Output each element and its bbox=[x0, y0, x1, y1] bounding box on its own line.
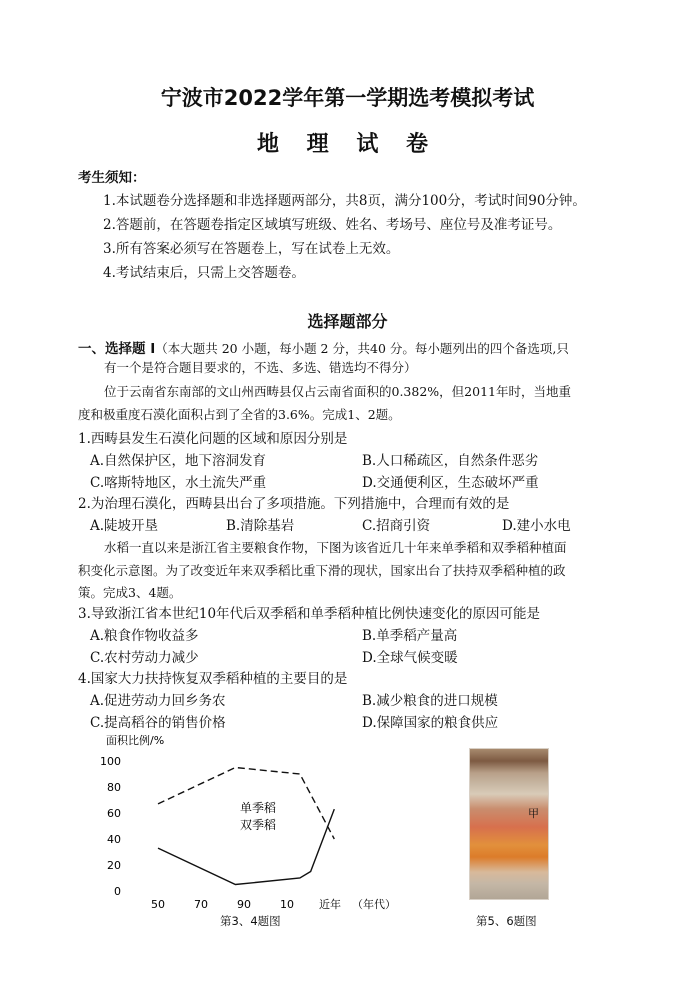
q4-option-c: C.提高稻谷的销售价格 bbox=[90, 715, 226, 731]
y-tick-label: 0 bbox=[114, 885, 121, 898]
exam-title: 宁波市2022学年第一学期选考模拟考试 bbox=[160, 86, 535, 110]
part-desc-1: （本大题共 20 小题，每小题 2 分，共40 分。每小题列出的四个备选项,只 bbox=[155, 341, 569, 356]
q4-option-b: B.减少粮食的进口规模 bbox=[362, 693, 498, 709]
x-tick-label: 70 bbox=[194, 898, 208, 911]
chart-x-label: （年代） bbox=[352, 898, 396, 911]
q2-option-b: B.清除基岩 bbox=[226, 518, 295, 534]
legend-double-season: 双季稻 bbox=[240, 818, 277, 832]
q4-stem: 4.国家大力扶持恢复双季稻种植的主要目的是 bbox=[78, 671, 348, 687]
passage1-line1: 位于云南省东南部的文山州西畴县仅占云南省面积的0.382%，但2011年时，当地重 bbox=[104, 384, 571, 399]
q4-option-d: D.保障国家的粮食供应 bbox=[362, 715, 499, 731]
q3-option-a: A.粮食作物收益多 bbox=[90, 628, 199, 644]
notice-item-3: 3.所有答案必须写在答题卷上，写在试卷上无效。 bbox=[103, 241, 400, 257]
q3-stem: 3.导致浙江省本世纪10年代后双季稻和单季稻种植比例快速变化的原因可能是 bbox=[78, 606, 541, 622]
passage1-line2: 度和极重度石漠化面积占到了全省的3.6%。完成1、2题。 bbox=[78, 407, 401, 422]
photo-caption: 第5、6题图 bbox=[476, 914, 537, 928]
q3-option-b: B.单季稻产量高 bbox=[362, 628, 458, 644]
notice-item-4: 4.考试结束后，只需上交答题卷。 bbox=[103, 265, 305, 281]
y-tick-label: 60 bbox=[107, 807, 121, 820]
q1-option-b: B.人口稀疏区，自然条件恶劣 bbox=[362, 453, 539, 469]
q1-option-a: A.自然保护区，地下溶洞发育 bbox=[90, 453, 267, 469]
y-tick-label: 80 bbox=[107, 781, 121, 794]
q1-stem: 1.西畴县发生石漠化问题的区域和原因分别是 bbox=[78, 431, 348, 447]
q1-option-c: C.喀斯特地区，水土流失严重 bbox=[90, 475, 267, 491]
notice-heading: 考生须知： bbox=[78, 170, 146, 186]
y-tick-label: 100 bbox=[100, 755, 121, 768]
passage2-line2: 积变化示意图。为了改变近年来双季稻比重下滑的现状，国家出台了扶持双季稻种植的政 bbox=[78, 563, 566, 578]
x-tick-label: 10 bbox=[280, 898, 294, 911]
x-tick-label: 90 bbox=[237, 898, 251, 911]
x-tick-label: 近年 bbox=[319, 898, 341, 911]
q3-option-d: D.全球气候变暖 bbox=[362, 650, 458, 666]
chart-y-ticks bbox=[100, 755, 121, 898]
legend-single-season: 单季稻 bbox=[240, 801, 277, 815]
x-tick-label: 50 bbox=[151, 898, 165, 911]
section-title: 选择题部分 bbox=[307, 312, 388, 331]
part-header bbox=[78, 337, 569, 357]
notice-item-2: 2.答题前，在答题卷指定区域填写班级、姓名、考场号、座位号及准考证号。 bbox=[103, 217, 562, 233]
q2-option-d: D.建小水电 bbox=[502, 518, 571, 534]
q1-option-d: D.交通便利区，生态破坏严重 bbox=[362, 475, 539, 491]
notice-item-1: 1.本试题卷分选择题和非选择题两部分，共8页，满分100分，考试时间90分钟。 bbox=[103, 193, 586, 209]
q2-stem: 2.为治理石漠化，西畴县出台了多项措施。下列措施中，合理而有效的是 bbox=[78, 496, 510, 512]
q3-option-c: C.农村劳动力减少 bbox=[90, 650, 199, 666]
passage2-line3: 策。完成3、4题。 bbox=[78, 585, 182, 600]
chart-caption: 第3、4题图 bbox=[220, 914, 281, 928]
passage2-line1: 水稻一直以来是浙江省主要粮食作物，下图为该省近几十年来单季稻和双季稻种植面 bbox=[104, 540, 567, 555]
chart-y-label: 面积比例/% bbox=[106, 734, 165, 747]
y-tick-label: 20 bbox=[107, 859, 121, 872]
y-tick-label: 40 bbox=[107, 833, 121, 846]
q2-option-a: A.陡坡开垦 bbox=[90, 518, 159, 534]
chart-x-ticks bbox=[151, 897, 341, 911]
q2-option-c: C.招商引资 bbox=[362, 518, 431, 534]
soil-profile-photo bbox=[469, 748, 549, 900]
rice-area-chart bbox=[88, 728, 418, 928]
photo-mark: 甲 bbox=[528, 807, 539, 820]
exam-subtitle: 地 理 试 卷 bbox=[257, 132, 438, 157]
q4-option-a: A.促进劳动力回乡务农 bbox=[90, 693, 226, 709]
part-desc-2: 有一个是符合题目要求的，不选、多选、错选均不得分） bbox=[104, 360, 417, 375]
part-label: 一、选择题 I bbox=[78, 341, 156, 357]
